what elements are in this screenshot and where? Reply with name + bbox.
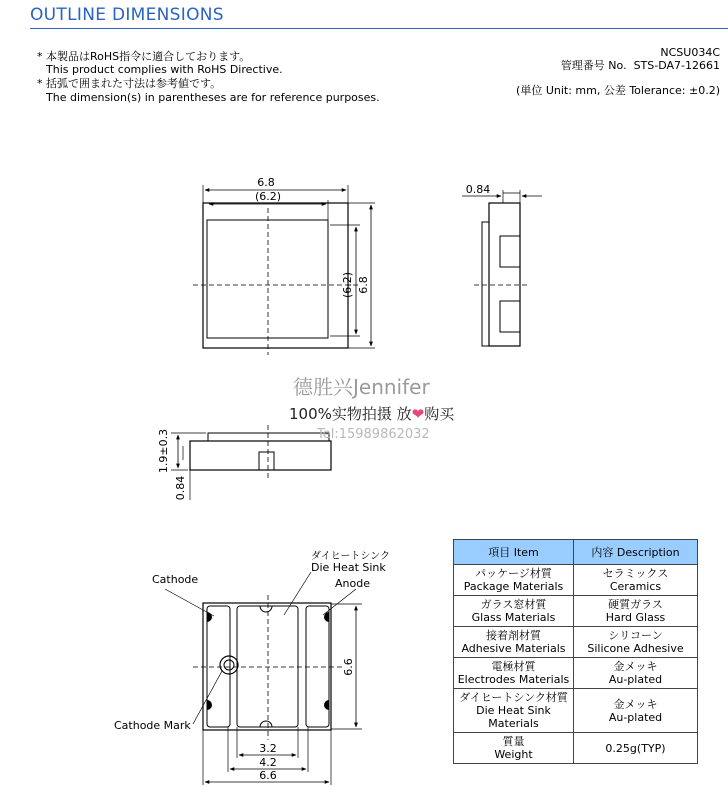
item-cell bbox=[454, 733, 574, 764]
item-en: Adhesive Materials bbox=[461, 642, 566, 655]
desc-cell bbox=[574, 733, 698, 764]
item-en: Die Heat Sink bbox=[476, 704, 551, 717]
heat-sink-label-en: Die Heat Sink bbox=[311, 561, 386, 574]
item-en: Electrodes Materials bbox=[457, 673, 570, 686]
unit-tolerance-note: (単位 Unit: mm, 公差 Tolerance: ±0.2) bbox=[516, 84, 720, 97]
desc-cell bbox=[574, 596, 698, 627]
doc-mgmt-label: 管理番号 No. bbox=[560, 59, 627, 72]
top-width-label: 6.8 bbox=[257, 176, 275, 189]
item-jp: 接着剤材質 bbox=[486, 629, 541, 642]
desc-cell bbox=[574, 627, 698, 658]
desc-jp: 金メッキ bbox=[613, 697, 658, 711]
header-item: 項目 Item bbox=[454, 540, 574, 565]
cathode-mark-label: Cathode Mark bbox=[114, 719, 191, 732]
heat-sink-label-jp: ダイヒートシンク bbox=[311, 551, 390, 562]
desc-cell bbox=[574, 565, 698, 596]
item-cell bbox=[454, 596, 574, 627]
anode-label: Anode bbox=[335, 577, 370, 590]
desc-en: Au-plated bbox=[608, 673, 663, 686]
front-view bbox=[171, 425, 331, 500]
desc-jp: 金メッキ bbox=[613, 660, 658, 673]
side-view bbox=[462, 190, 542, 346]
item-jp: ダイヒートシンク材質 bbox=[459, 691, 568, 704]
table-row bbox=[454, 658, 698, 689]
cathode-label: Cathode bbox=[152, 573, 199, 586]
desc-value: 0.25g(TYP) bbox=[605, 741, 666, 755]
height-label: 6.8 bbox=[357, 276, 370, 294]
table-row bbox=[454, 733, 698, 764]
desc-jp: シリコーン bbox=[608, 629, 663, 642]
desc-cell bbox=[574, 658, 698, 689]
item-en-2: Materials bbox=[488, 717, 539, 730]
desc-en: Ceramics bbox=[609, 580, 662, 593]
watermark-slogan bbox=[289, 403, 454, 424]
table-row bbox=[454, 565, 698, 596]
item-en: Package Materials bbox=[463, 580, 564, 593]
table-row bbox=[454, 627, 698, 658]
watermark-slogan-b: 购买 bbox=[424, 405, 455, 423]
front-base-label: 0.84 bbox=[174, 475, 187, 501]
item-jp: 電極材質 bbox=[491, 660, 536, 673]
bottom-w1-label: 3.2 bbox=[259, 742, 277, 755]
item-jp: パッケージ材質 bbox=[475, 567, 552, 580]
desc-en: Au-plated bbox=[608, 710, 663, 724]
item-jp: 質量 bbox=[502, 735, 525, 748]
item-en: Glass Materials bbox=[471, 611, 556, 624]
header-description: 内容 Description bbox=[574, 540, 698, 565]
desc-cell bbox=[574, 689, 698, 733]
bottom-w2-label: 4.2 bbox=[259, 756, 277, 769]
watermark-phone: Tel:15989862032 bbox=[317, 427, 430, 442]
heart-icon: ❤ bbox=[411, 405, 425, 423]
materials-table bbox=[453, 539, 698, 764]
item-en: Weight bbox=[494, 748, 533, 761]
reference-note-en: The dimension(s) in parentheses are for reference purposes. bbox=[46, 91, 380, 104]
bottom-w3-label: 6.6 bbox=[259, 769, 277, 782]
item-jp: ガラス窓材質 bbox=[480, 598, 547, 611]
table-row bbox=[454, 596, 698, 627]
height-ref-label: (6.2) bbox=[341, 271, 354, 299]
doc-mgmt-no: STS-DA7-12661 bbox=[633, 59, 720, 72]
watermark-slogan-a: 100%实物拍摄 放 bbox=[289, 405, 412, 423]
item-cell bbox=[454, 689, 574, 733]
side-width-label: 0.84 bbox=[465, 183, 491, 196]
table-row bbox=[454, 689, 698, 733]
item-cell bbox=[454, 658, 574, 689]
item-cell bbox=[454, 565, 574, 596]
bottom-height-label: 6.6 bbox=[342, 658, 355, 676]
table-header-row bbox=[454, 540, 698, 565]
desc-en: Silicone Adhesive bbox=[587, 642, 684, 655]
top-width-ref-label: (6.2) bbox=[254, 190, 282, 203]
desc-en: Hard Glass bbox=[605, 611, 666, 624]
watermark-name: 德胜兴Jennifer bbox=[293, 375, 430, 399]
desc-jp: セラミックス bbox=[602, 567, 669, 580]
front-height-label: 1.9±0.3 bbox=[157, 428, 170, 474]
page-title: OUTLINE DIMENSIONS bbox=[30, 5, 224, 25]
reference-note-jp: * 括弧で囲まれた寸法は参考値です。 bbox=[37, 77, 222, 90]
top-view bbox=[193, 185, 375, 355]
rohs-note-jp: * 本製品はRoHS指令に適合しております。 bbox=[37, 50, 251, 63]
rohs-note-en: This product complies with RoHS Directive. bbox=[46, 63, 283, 76]
doc-code: NCSU034C bbox=[660, 46, 720, 59]
item-cell bbox=[454, 627, 574, 658]
desc-jp: 硬質ガラス bbox=[608, 598, 663, 611]
